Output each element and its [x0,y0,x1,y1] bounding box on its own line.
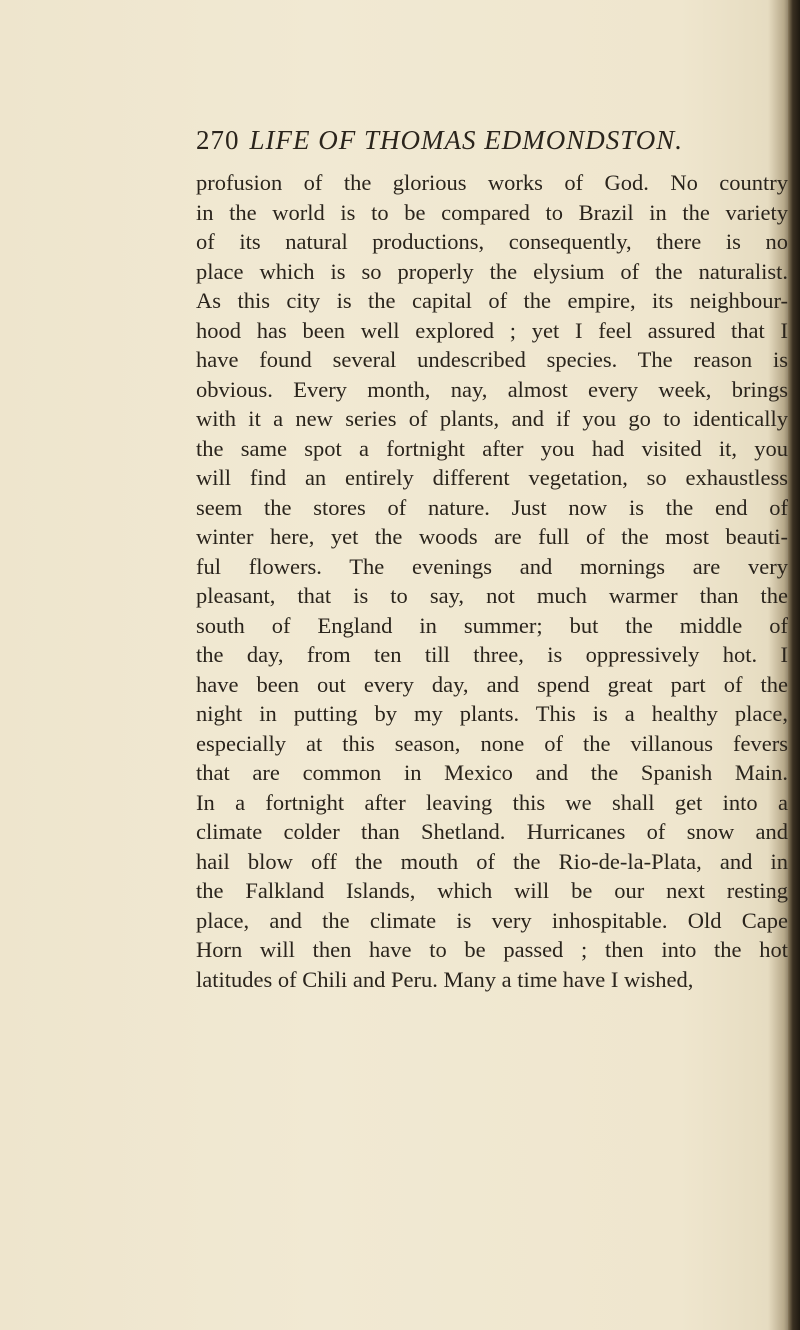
text-line: Horn will then have to be passed ; then into the hot [196,937,788,962]
text-line: the day, from ten till three, is oppressively hot. I [196,642,788,667]
text-line: climate colder than Shetland. Hurricanes of snow and [196,819,788,844]
text-line: have found several undescribed species. The reason is [196,347,788,372]
text-line: south of England in summer; but the middle of [196,612,788,638]
text-line: have been out every day, and spend great part of the [196,671,788,697]
text-line: seem the stores of nature. Just now is the end of [196,494,788,520]
text-line: place which is so properly the elysium of the naturalist. [196,258,788,284]
text-line: winter here, yet the woods are full of the most beauti- [196,524,788,549]
page-number: 270 [196,125,240,155]
text-line: In a fortnight after leaving this we shall get into a [196,789,788,815]
text-line: especially at this season, none of the villanous fevers [196,730,788,756]
text-line: the Falkland Islands, which will be our next resting [196,878,788,903]
text-line: hail blow off the mouth of the Rio-de-la-Plata, and in [196,848,788,874]
text-line: place, and the climate is very inhospitable. Old Cape [196,907,788,933]
text-line: obvious. Every month, nay, almost every week, brings [196,376,788,402]
text-line: with it a new series of plants, and if you go to identically [196,406,788,431]
text-line: that are common in Mexico and the Spanish Main. [196,760,788,785]
text-line: ful flowers. The evenings and mornings are very [196,553,788,579]
text-line: latitudes of Chili and Peru. Many a time have I wished, [196,966,694,992]
text-line: will find an entirely different vegetation, so exhaustless [196,465,788,490]
text-line: profusion of the glorious works of God. No country [196,170,788,195]
text-line: pleasant, that is to say, not much warmer than the [196,583,788,608]
text-line: hood has been well explored ; yet I feel assured that I [196,317,788,343]
text-line: the same spot a fortnight after you had visited it, you [196,435,788,461]
book-spine-shadow [788,0,800,1330]
text-line: As this city is the capital of the empire, its neighbour- [196,288,788,313]
text-line: night in putting by my plants. This is a healthy place, [196,701,788,726]
running-title: LIFE OF THOMAS EDMONDSTON. [249,125,684,155]
body-text [196,168,788,994]
text-line: of its natural productions, consequently, there is no [196,229,788,254]
running-head [196,120,683,160]
text-line: in the world is to be compared to Brazil in the variety [196,199,788,225]
